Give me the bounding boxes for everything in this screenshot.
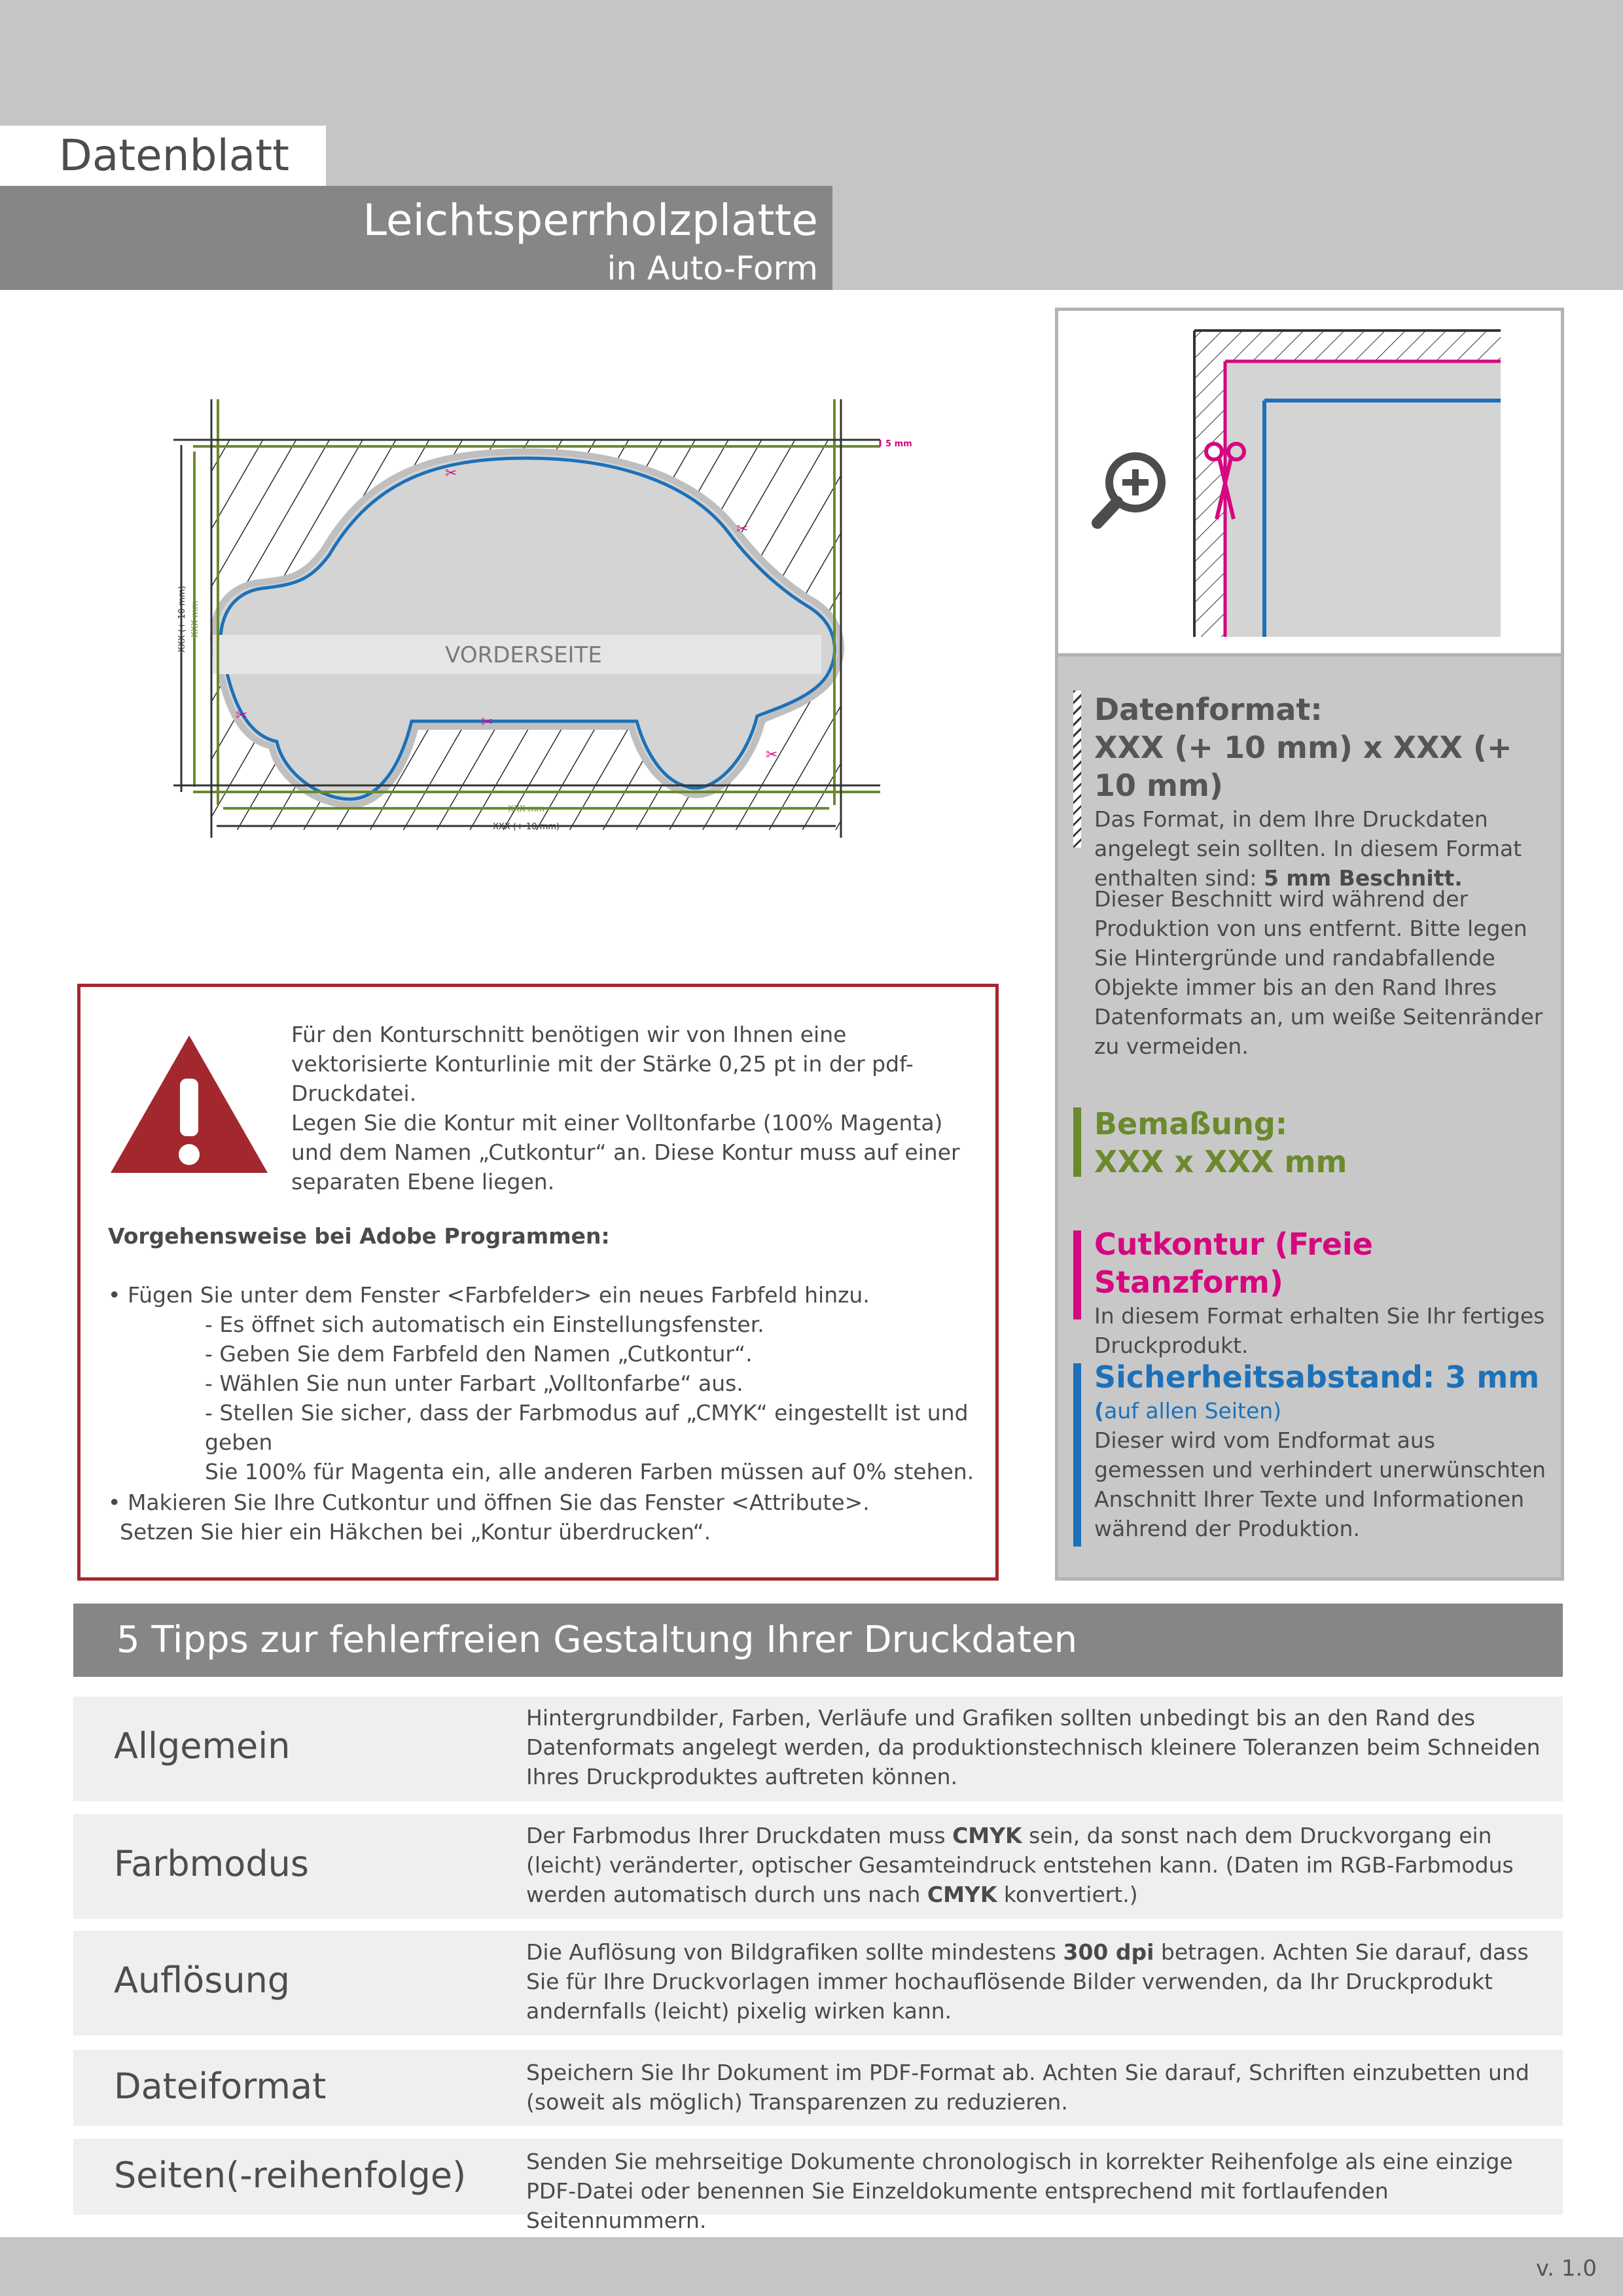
adobe-steps-list — [108, 1280, 985, 1486]
bleed-marker — [880, 439, 912, 449]
blue-bar — [1073, 1363, 1081, 1547]
tip-label-seiten: Seiten(-reihenfolge) — [114, 2155, 467, 2196]
tip-text-farbmodus — [526, 1821, 1547, 1909]
magenta-bar — [1073, 1230, 1081, 1319]
car-shape-diagram — [160, 386, 912, 844]
bemassung-title: Bemaßung: — [1094, 1106, 1288, 1141]
beschnitt-text: Dieser Beschnitt wird während der Produktion von uns entfernt. Bitte legen Sie Hintergründe und randabfallende Objekte immer bis an den Rand Ihres Datenformats an, um weiße Seitenränder zu vermeiden. — [1094, 886, 1543, 1059]
farbmodus-bold-1: CMYK — [952, 1823, 1022, 1848]
tip-row-seiten — [73, 2139, 1563, 2233]
step-1: • Fügen Sie unter dem Fenster <Farbfelder> ein neues Farbfeld hinzu. — [108, 1282, 870, 1308]
step-1b: - Geben Sie dem Farbfeld den Namen „Cutkontur“. — [205, 1341, 753, 1367]
datenformat-text-bold: 5 mm Beschnitt. — [1263, 865, 1463, 891]
tip-row-dateiformat — [73, 2050, 1563, 2126]
svg-text:✂: ✂ — [481, 714, 493, 730]
corner-detail-graphic — [1058, 311, 1561, 656]
title-box — [0, 186, 832, 290]
step-2a: Setzen Sie hier ein Häkchen bei „Kontur überdrucken“. — [120, 1519, 711, 1545]
bemassung-section — [1094, 1105, 1552, 1181]
front-label: VORDERSEITE — [445, 642, 602, 668]
bleed-label: 5 mm — [885, 439, 912, 449]
farbmodus-text-2: sein, da sonst nach dem Druckvorgang ein (leicht) veränderter, optischer Gesamteindruck entstehen kann. (Daten im RGB-Farbmodus werden automatisch durch uns nach — [526, 1823, 1514, 1907]
sicherheitsabstand-section — [1094, 1358, 1552, 1543]
width-outer-label: XXX (+ 10 mm) — [492, 822, 560, 832]
datenformat-text — [1094, 804, 1552, 893]
step-2: • Makieren Sie Ihre Cutkontur und öffnen Sie das Fenster <Attribute>. — [108, 1490, 870, 1515]
tip-row-farbmodus — [73, 1814, 1563, 1919]
version-label: v. 1.0 — [1535, 2255, 1597, 2282]
width-inner-label: XXX mm — [507, 804, 545, 814]
farbmodus-bold-2: CMYK — [927, 1882, 997, 1907]
sicherheitsabstand-sub-open: ( — [1094, 1398, 1105, 1424]
svg-text:✂: ✂ — [766, 747, 778, 763]
datasheet-label: Datenblatt — [0, 126, 326, 186]
adobe-procedure-heading: Vorgehensweise bei Adobe Programmen: — [108, 1223, 610, 1249]
hatch-bar — [1073, 691, 1081, 848]
datenformat-text-main: Das Format, in dem Ihre Druckdaten angelegt sein sollten. In diesem Format enthalten sind: — [1094, 806, 1522, 891]
sicherheitsabstand-title: Sicherheitsabstand: 3 mm — [1094, 1359, 1540, 1395]
green-bar — [1073, 1107, 1081, 1177]
warning-icon — [108, 1033, 270, 1175]
datenformat-section — [1094, 691, 1552, 893]
datenformat-title: Datenformat: — [1094, 692, 1323, 727]
tip-label-allgemein: Allgemein — [114, 1725, 291, 1767]
tips-header: 5 Tipps zur fehlerfreien Gestaltung Ihrer Druckdaten — [73, 1604, 1563, 1677]
tip-text-dateiformat: Speichern Sie Ihr Dokument im PDF-Format ab. Achten Sie darauf, Schriften einzubetten und (soweit als möglich) Transparenzen zu reduzieren. — [526, 2060, 1529, 2115]
tip-row-allgemein — [73, 1696, 1563, 1801]
footer-band — [0, 2237, 1623, 2296]
step-1a: - Es öffnet sich automatisch ein Einstellungsfenster. — [205, 1312, 764, 1337]
farbmodus-text-1: Der Farbmodus Ihrer Druckdaten muss — [526, 1823, 953, 1848]
sicherheitsabstand-text: Dieser wird vom Endformat aus gemessen und verhindert unerwünschten Anschnitt Ihrer Texte und Informationen während der Produktion. — [1094, 1427, 1546, 1541]
step-1d: - Stellen Sie sicher, dass der Farbmodus auf „CMYK“ eingestellt ist und geben — [205, 1400, 969, 1455]
format-legend-panel — [1055, 308, 1564, 1581]
svg-text:✂: ✂ — [736, 521, 749, 537]
cutkontur-section — [1094, 1225, 1552, 1360]
tip-text-allgemein: Hintergrundbilder, Farben, Verläufe und Grafiken sollten unbedingt bis an den Rand des Datenformats angelegt werden, da produktionstechnisch kleinere Toleranzen beim Schneiden Ihres Druckproduktes auftreten können. — [526, 1705, 1541, 1789]
zoom-detail — [1058, 311, 1561, 656]
sicherheitsabstand-sub — [1094, 1396, 1552, 1426]
tip-label-farbmodus: Farbmodus — [114, 1843, 309, 1884]
product-title: Leichtsperrholzplatte — [363, 195, 818, 245]
farbmodus-text-3: konvertiert.) — [997, 1882, 1138, 1907]
step-1c: - Wählen Sie nun unter Farbart „Volltonfarbe“ aus. — [205, 1371, 743, 1396]
sicherheitsabstand-sub-text: auf allen Seiten) — [1104, 1398, 1282, 1424]
cutkontur-title: Cutkontur (Freie Stanzform) — [1094, 1227, 1373, 1300]
aufloesung-text-1: Die Auflösung von Bildgrafiken sollte mindestens — [526, 1939, 1063, 1965]
aufloesung-bold: 300 dpi — [1063, 1939, 1154, 1965]
warning-paragraph-1: Für den Konturschnitt benötigen wir von Ihnen eine vektorisierte Konturlinie mit der Stärke 0,25 pt in der pdf-Druckdatei. — [291, 1022, 914, 1106]
svg-text:✂: ✂ — [236, 708, 248, 724]
tip-text-aufloesung — [526, 1937, 1547, 2026]
height-inner-label: XXX mm — [190, 600, 200, 638]
contour-warning-box — [77, 984, 999, 1581]
cutkontur-text: In diesem Format erhalten Sie Ihr fertiges Druckprodukt. — [1094, 1303, 1545, 1358]
magnifier-icon — [1097, 456, 1162, 523]
tip-label-aufloesung: Auflösung — [114, 1960, 291, 2001]
bemassung-size: XXX x XXX mm — [1094, 1144, 1347, 1179]
warning-paragraph-2: Legen Sie die Kontur mit einer Volltonfarbe (100% Magenta) und dem Namen „Cutkontur“ an. Diese Kontur muss auf einer separaten Ebene liegen. — [291, 1110, 960, 1194]
height-outer-label: XXX (+ 10 mm) — [177, 585, 187, 653]
datenformat-size: XXX (+ 10 mm) x XXX (+ 10 mm) — [1094, 730, 1512, 803]
svg-text:✂: ✂ — [445, 465, 457, 482]
tip-row-aufloesung — [73, 1931, 1563, 2036]
adobe-steps-list-2 — [108, 1488, 985, 1547]
aufloesung-text-2: betragen. Achten Sie darauf, dass Sie für Ihre Druckvorlagen immer hochauflösende Bilder verwenden, da Ihr Druckprodukt andernfalls (leicht) pixelig wirken kann. — [526, 1939, 1529, 2024]
tip-label-dateiformat: Dateiformat — [114, 2066, 327, 2107]
step-1e: Sie 100% für Magenta ein, alle anderen Farben müssen auf 0% stehen. — [205, 1459, 974, 1484]
tip-text-seiten: Senden Sie mehrseitige Dokumente chronologisch in korrekter Reihenfolge als eine einzige PDF-Datei oder benennen Sie Einzeldokumente entsprechend mit fortlaufenden Seitennummern. — [526, 2149, 1513, 2233]
product-subtitle: in Auto-Form — [607, 249, 818, 287]
